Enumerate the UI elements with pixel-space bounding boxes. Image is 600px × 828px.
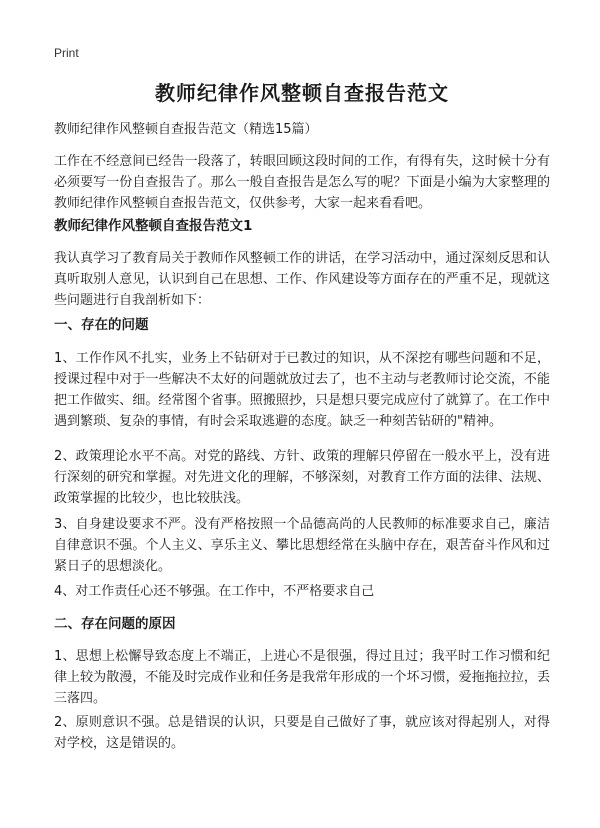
- heading-causes: 二、存在问题的原因: [54, 616, 176, 632]
- heading-problems: 一、存在的问题: [54, 317, 149, 333]
- cause-item-1: 1、思想上松懈导致态度上不端正，上进心不是很强，得过且过；我平时工作习惯和纪律上较为散漫，不能及时完成作业和任务是我常年形成的一个坏习惯，爱拖拖拉拉，丢三落四。: [54, 649, 550, 706]
- intro-paragraph: 工作在不经意间已经告一段落了，转眼回顾这段时间的工作，有得有失，这时候十分有必须要写一份自查报告了。那么一般自查报告是怎么写的呢？下面是小编为大家整理的教师纪律作风整顿自查报告范文，仅供参考，大家一起来看看吧。: [54, 154, 550, 211]
- print-link[interactable]: Print: [54, 46, 79, 60]
- problem-item-4: 4、对工作责任心还不够强。在工作中，不严格要求自己: [54, 584, 375, 599]
- document-title: 教师纪律作风整顿自查报告范文: [155, 81, 449, 105]
- problem-item-1: 1、工作作风不扎实，业务上不钻研对于已教过的知识，从不深挖有哪些问题和不足，授课过程中对于一些解决不太好的问题就放过去了，也不主动与老教师讨论交流，不能把工作做实、细。经常图个省事。照搬照抄，只是想只要完成应付了就算了。在工作中遇到繁琐、复杂的事情，有时会采取逃避的态度。缺乏一种刻苦钻研的"精神。: [54, 351, 550, 429]
- problem-item-2: 2、政策理论水平不高。对党的路线、方针、政策的理解只停留在一般水平上，没有进行深刻的研究和掌握。对先进文化的理解，不够深刻，对教育工作方面的法律、法规、政策掌握的比较少，也比较肤浅。: [54, 449, 550, 506]
- document-subtitle: 教师纪律作风整顿自查报告范文（精选15篇）: [54, 122, 318, 137]
- problem-item-3: 3、自身建设要求不严。没有严格按照一个品德高尚的人民教师的标准要求自己，廉洁自律意识不强。个人主义、享乐主义、攀比思想经常在头脑中存在，艰苦奋斗作风和过紧日子的思想淡化。: [54, 517, 550, 574]
- opening-paragraph: 我认真学习了教育局关于教师作风整顿工作的讲话，在学习活动中，通过深刻反思和认真听取别人意见，认识到自己在思想、工作、作风建设等方面存在的严重不足，现就这些问题进行自我剖析如下：: [54, 251, 550, 308]
- cause-item-2: 2、原则意识不强。总是错误的认识，只要是自己做好了事，就应该对得起别人，对得对学校，这是错误的。: [54, 715, 550, 751]
- section-title: 教师纪律作风整顿自查报告范文1: [54, 218, 253, 234]
